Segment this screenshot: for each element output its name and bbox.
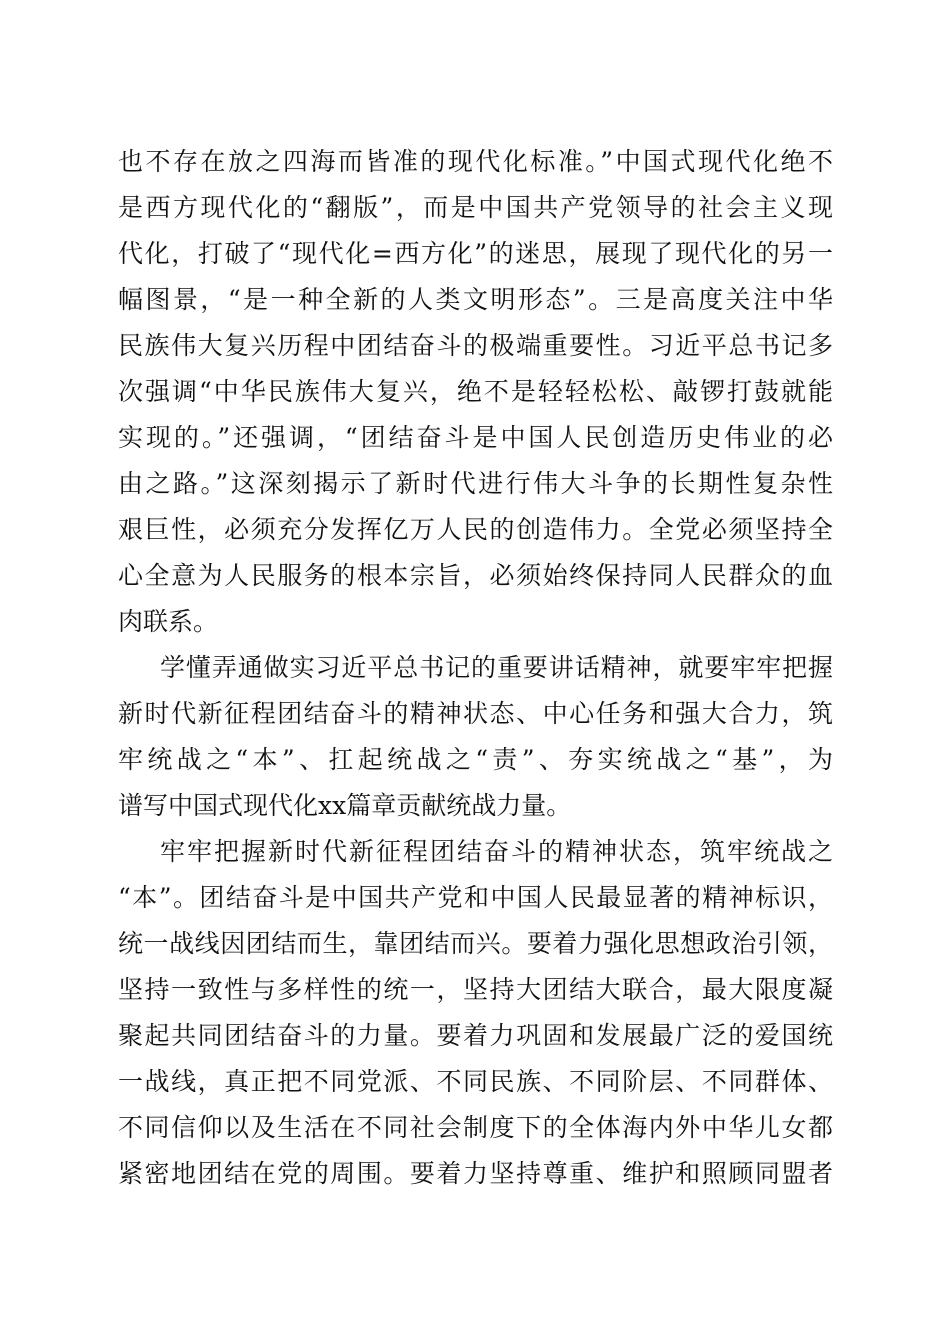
text-line: 代化，打破了“现代化=西方化”的迷思，展现了现代化的另一 xyxy=(118,239,833,268)
text-line: 实现的。”还强调，“团结奋斗是中国人民创造历史伟业的必 xyxy=(118,423,833,452)
text-line: 学懂弄通做实习近平总书记的重要讲话精神，就要牢牢把握 xyxy=(160,653,833,682)
text-line: 民族伟大复兴历程中团结奋斗的极端重要性。习近平总书记多 xyxy=(118,331,833,360)
text-line: 不同信仰以及生活在不同社会制度下的全体海内外中华儿女都 xyxy=(118,1113,833,1142)
text-line: 聚起共同团结奋斗的力量。要着力巩固和发展最广泛的爱国统 xyxy=(118,1021,833,1050)
text-line: 牢牢把握新时代新征程团结奋斗的精神状态，筑牢统战之 xyxy=(160,837,833,866)
text-line: 艰巨性，必须充分发挥亿万人民的创造伟力。全党必须坚持全 xyxy=(118,515,833,544)
text-line: 也不存在放之四海而皆准的现代化标准。”中国式现代化绝不 xyxy=(118,147,833,176)
text-line: 牢统战之“本”、扛起统战之“责”、夯实统战之“基”，为 xyxy=(118,745,833,774)
text-line: 新时代新征程团结奋斗的精神状态、中心任务和强大合力，筑 xyxy=(118,699,833,728)
text-line: 紧密地团结在党的周围。要着力坚持尊重、维护和照顾同盟者 xyxy=(118,1159,833,1188)
text-line: 谱写中国式现代化xx篇章贡献统战力量。 xyxy=(118,791,572,820)
text-line: 由之路。”这深刻揭示了新时代进行伟大斗争的长期性复杂性 xyxy=(118,469,833,498)
text-line: 心全意为人民服务的根本宗旨，必须始终保持同人民群众的血 xyxy=(118,561,833,590)
text-line: 统一战线因团结而生，靠团结而兴。要着力强化思想政治引领， xyxy=(118,929,833,958)
text-line: 肉联系。 xyxy=(118,607,219,636)
text-line: 是西方现代化的“翻版”，而是中国共产党领导的社会主义现 xyxy=(118,193,833,222)
text-line: 一战线，真正把不同党派、不同民族、不同阶层、不同群体、 xyxy=(118,1067,833,1096)
text-line: 坚持一致性与多样性的统一，坚持大团结大联合，最大限度凝 xyxy=(118,975,833,1004)
text-line: 幅图景，“是一种全新的人类文明形态”。三是高度关注中华 xyxy=(118,285,833,314)
text-line: 次强调“中华民族伟大复兴，绝不是轻轻松松、敲锣打鼓就能 xyxy=(118,377,833,406)
text-line: “本”。团结奋斗是中国共产党和中国人民最显著的精神标识， xyxy=(118,883,833,912)
